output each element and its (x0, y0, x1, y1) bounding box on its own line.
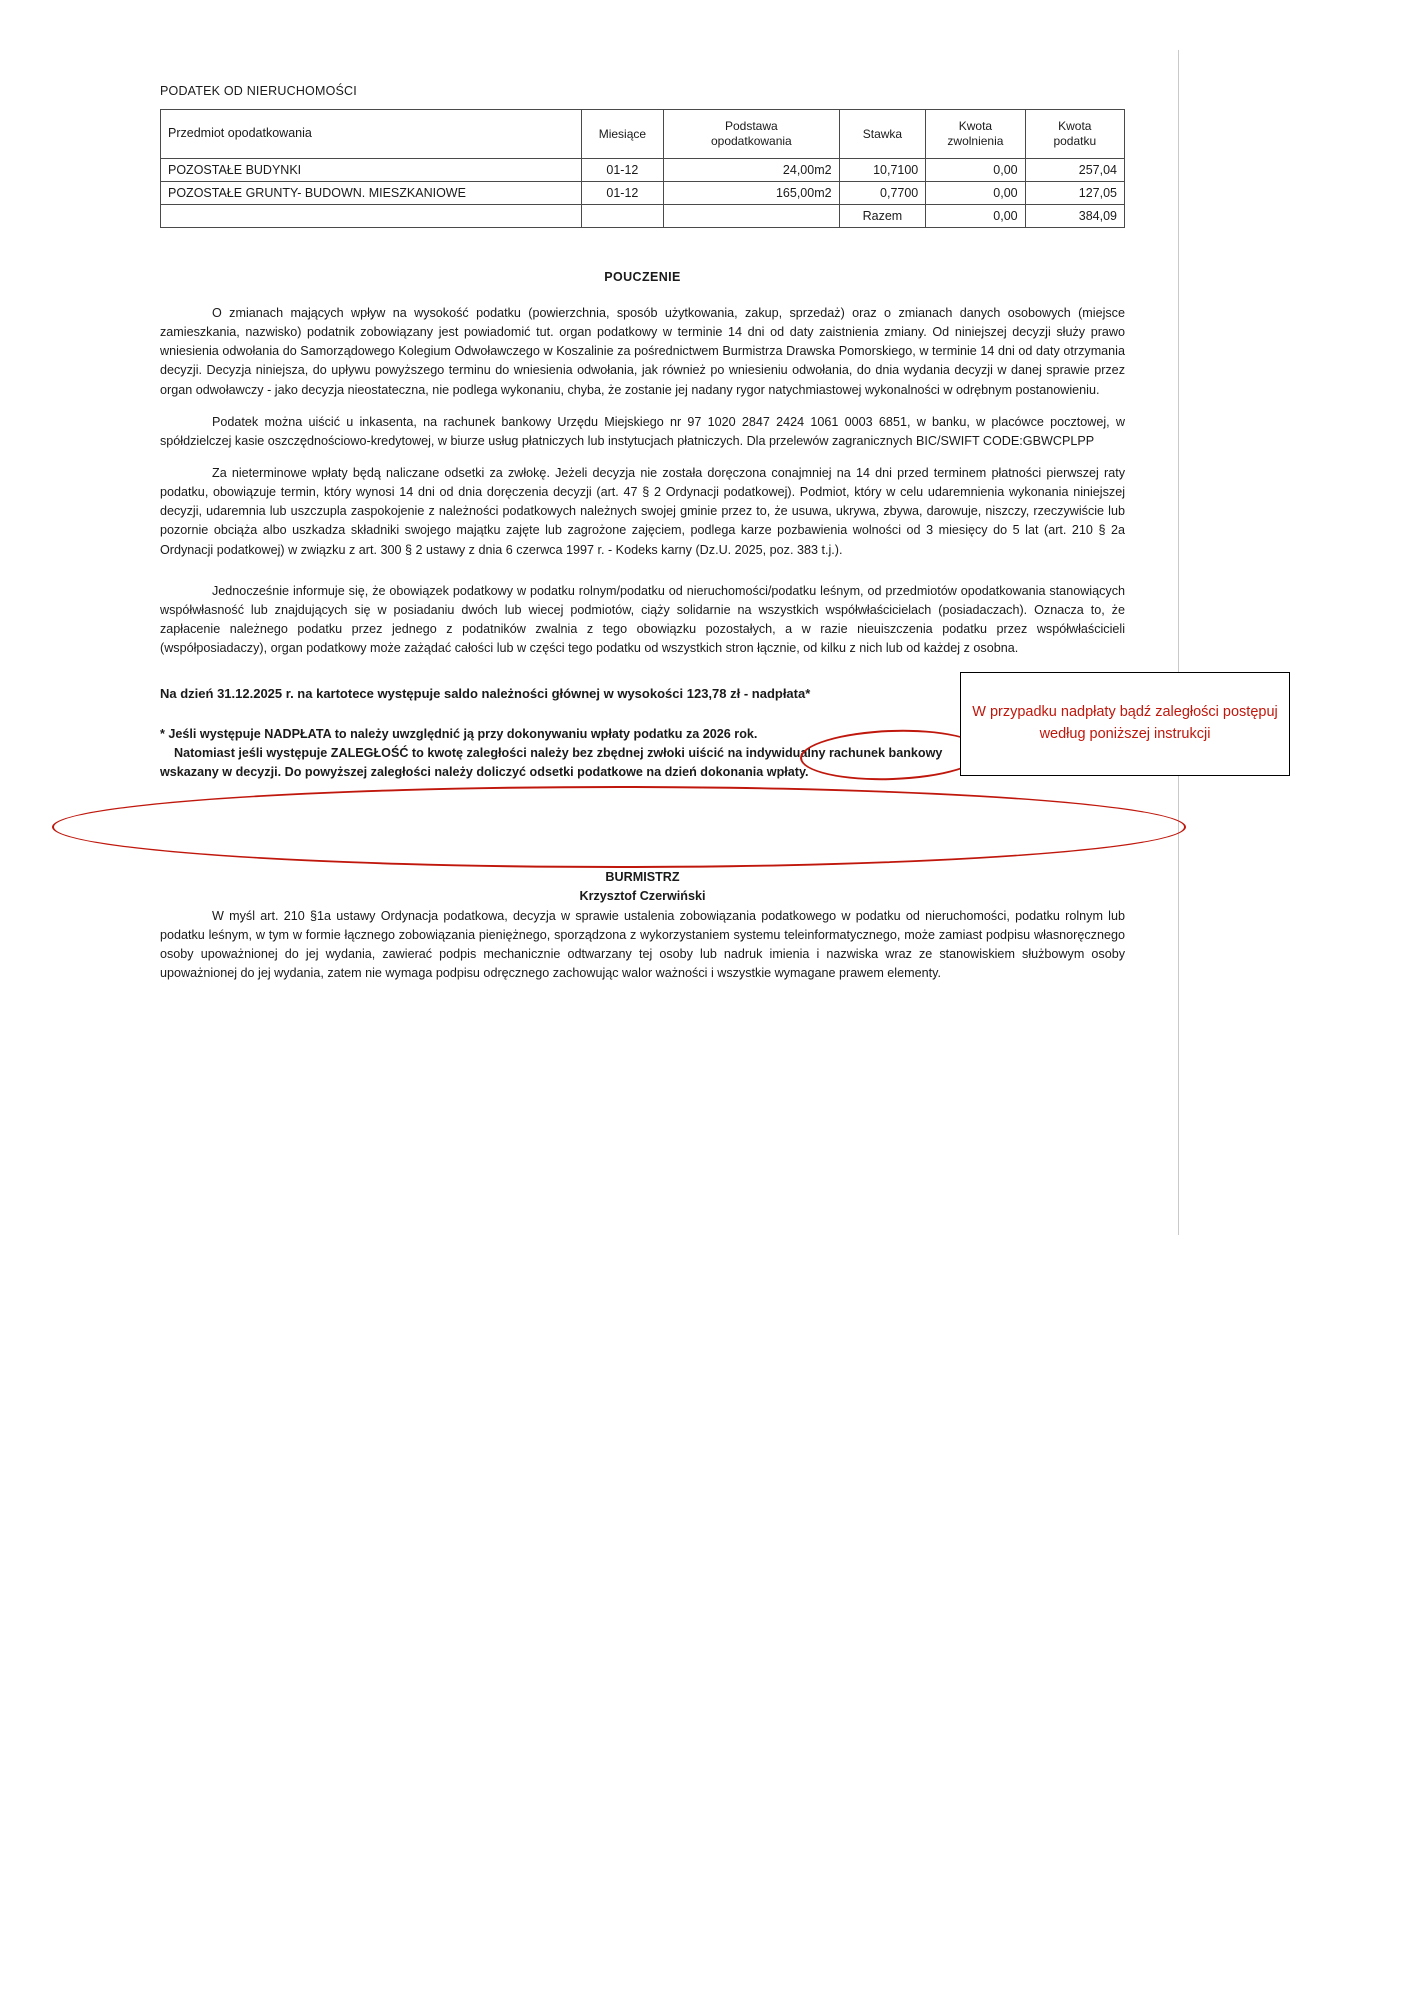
column-header-stawka: Stawka (839, 110, 926, 159)
total-spacer-3 (664, 205, 839, 228)
column-header-podatek-line2: podatku (1053, 134, 1097, 148)
total-spacer-1 (161, 205, 582, 228)
final-paragraph: W myśl art. 210 §1a ustawy Ordynacja podatkowa, decyzja w sprawie ustalenia zobowiązania podatkowego w podatku od nieruchomości, podatku rolnym lub podatku leśnym, w tym w formie łącznego zobowiązania pieniężnego, sporządzona z wykorzystaniem systemu teleinformatycznego, może zamiast podpisu własnoręcznego osoby upoważnionej do jej wydania, zawierać podpis mechanicznie odtwarzany tej osoby lub nadruk imienia i nazwiska wraz ze stanowiskiem służbowym osoby upoważnionej do jej wydania, zatem nie wymaga podpisu odręcznego zachowując walor ważności i wszystkie wymagane prawem elementy. (160, 908, 1125, 981)
saldo-amount: 123,78 zł - nadpłata* (686, 686, 811, 702)
column-header-przedmiot: Przedmiot opodatkowania (161, 110, 582, 159)
signature-block (160, 868, 1125, 907)
cell-stawka: 10,7100 (839, 159, 926, 182)
table-row (161, 159, 1125, 182)
paragraph-4: Jednocześnie informuje się, że obowiązek podatkowy w podatku rolnym/podatku od nieruchomości/podatku leśnym, od przedmiotów opodatkowania stanowiących współwłasność lub znajdujących się w posiadaniu dwóch lub wiecej podmiotów, ciąży solidarnie na wszystkich współwłaścicielach (posiadaczach). Oznacza to, że zapłacenie należnego podatku przez jednego z podatników zwalnia z tego obowiązku pozostałych, a w razie nieuiszczenia podatku przez współwłaścicieli (współposiadaczy), organ podatkowy może zażądać całości lub w części tego podatku od wszystkich stron łącznie, od kilku z nich lub od każdej z osobna. (160, 583, 1125, 656)
total-spacer-2 (581, 205, 663, 228)
pouczenie-heading: POUCZENIE (604, 270, 681, 284)
cell-podatek: 257,04 (1025, 159, 1124, 182)
column-header-podstawa-line2: opodatkowania (710, 134, 792, 148)
total-podatek: 384,09 (1025, 205, 1124, 228)
footnote-line-1: * Jeśli występuje NADPŁATA to należy uwzględnić ją przy dokonywaniu wpłaty podatku za 2026 rok. (160, 727, 758, 742)
total-label: Razem (839, 205, 926, 228)
signature-name: Krzysztof Czerwiński (579, 889, 706, 904)
annotation-note-box: W przypadku nadpłaty bądź zaległości postępuj według poniższej instrukcji (960, 672, 1290, 776)
cell-podstawa: 165,00m2 (664, 182, 839, 205)
cell-przedmiot: POZOSTAŁE BUDYNKI (161, 159, 582, 182)
total-zwolnienie: 0,00 (926, 205, 1025, 228)
footnote-line-3: wskazany w decyzji. Do powyższej zaległości należy doliczyć odsetki podatkowe na dzień dokonania wpłaty. (160, 765, 809, 780)
cell-zwolnienie: 0,00 (926, 182, 1025, 205)
column-header-zwolnienie-line1: Kwota (958, 119, 993, 133)
cell-podatek: 127,05 (1025, 182, 1124, 205)
column-header-podstawa-line1: Podstawa (725, 119, 778, 133)
cell-miesiace: 01-12 (581, 182, 663, 205)
section-title: PODATEK OD NIERUCHOMOŚCI (160, 84, 357, 98)
table-header-row (161, 110, 1125, 159)
column-header-miesiace: Miesiące (581, 110, 663, 159)
column-header-zwolnienie (926, 110, 1025, 159)
paragraph-2: Podatek można uiścić u inkasenta, na rachunek bankowy Urzędu Miejskiego nr 97 1020 2847 2424 1061 0003 6851, w banku, w placówce pocztowej, w spółdzielczej kasie oszczędnościowo-kredytowej, w biurze usług płatniczych lub instytucjach płatniczych. Dla przelewów zagranicznych BIC/SWIFT CODE:GBWCPLPP (160, 414, 1125, 448)
column-header-podstawa (664, 110, 839, 159)
paragraph-3: Za nieterminowe wpłaty będą naliczane odsetki za zwłokę. Jeżeli decyzja nie została doręczona conajmniej na 14 dni przed terminem płatności pierwszej raty podatku, obowiązuje termin, który wynosi 14 dni od dnia doręczenia decyzji (art. 47 § 2 Ordynacji podatkowej). Podmiot, który w celu udaremnienia wykonania niniejszej decyzji, udaremnia lub uszczupla zaspokojenie z należności podatkowych należnych swojej gminie przez to, że usuwa, ukrywa, zbywa, darowuje, niszczy, rzeczywiście lub pozornie obciąża albo uszkadza składniki swojego majątku zajęte lub zagrożone zajęciem, podlega karze pozbawienia wolności od 3 miesięcy do 5 lat (art. 210 § 2a Ordynacji podatkowej) w związku z art. 300 § 2 ustawy z dnia 6 czerwca 1997 r. - Kodeks karny (Dz.U. 2025, poz. 383 t.j.). (160, 465, 1125, 557)
paragraph-1: O zmianach mających wpływ na wysokość podatku (powierzchnia, sposób użytkowania, zakup, sprzedaż) oraz o zmianach danych osobowych (miejsce zamieszkania, nazwisko) podatnik zobowiązany jest powiadomić tut. organ podatkowy w terminie 14 dni od daty zaistnienia zmiany. Od niniejszej decyzji służy prawo wniesienia odwołania do Samorządowego Kolegium Odwoławczego w Koszalinie za pośrednictwem Burmistrza Drawska Pomorskiego, w terminie 14 dni od daty otrzymania decyzji. Decyzja niniejsza, do upływu powyższego terminu do wniesienia odwołania, jak również po wniesieniu odwołania, do dnia wydania decyzji w danej sprawie przez organ odwoławczy - jako decyzja nieostateczna, nie podlega wykonaniu, chyba, że zostanie jej nadany rygor natychmiastowej wykonalności w odrębnym postanowieniu. (160, 306, 1125, 397)
cell-miesiace: 01-12 (581, 159, 663, 182)
cell-zwolnienie: 0,00 (926, 159, 1025, 182)
column-header-zwolnienie-line2: zwolnienia (947, 134, 1004, 148)
column-header-podatek (1025, 110, 1124, 159)
footnote-line-2: Natomiast jeśli występuje ZALEGŁOŚĆ to kwotę zaległości należy bez zbędnej zwłoki uiścić na indywidualny rachunek bankowy (174, 746, 943, 761)
cell-stawka: 0,7700 (839, 182, 926, 205)
tax-table (160, 109, 1125, 228)
cell-podstawa: 24,00m2 (664, 159, 839, 182)
table-total-row (161, 205, 1125, 228)
column-header-podatek-line1: Kwota (1058, 119, 1092, 133)
annotation-ellipse-footnote (52, 786, 1186, 868)
cell-przedmiot: POZOSTAŁE GRUNTY- BUDOWN. MIESZKANIOWE (161, 182, 582, 205)
table-row (161, 182, 1125, 205)
signature-title: BURMISTRZ (605, 869, 680, 884)
page-right-rule (1178, 50, 1179, 1235)
saldo-text: Na dzień 31.12.2025 r. na kartotece występuje saldo należności głównej w wysokości (160, 686, 684, 702)
